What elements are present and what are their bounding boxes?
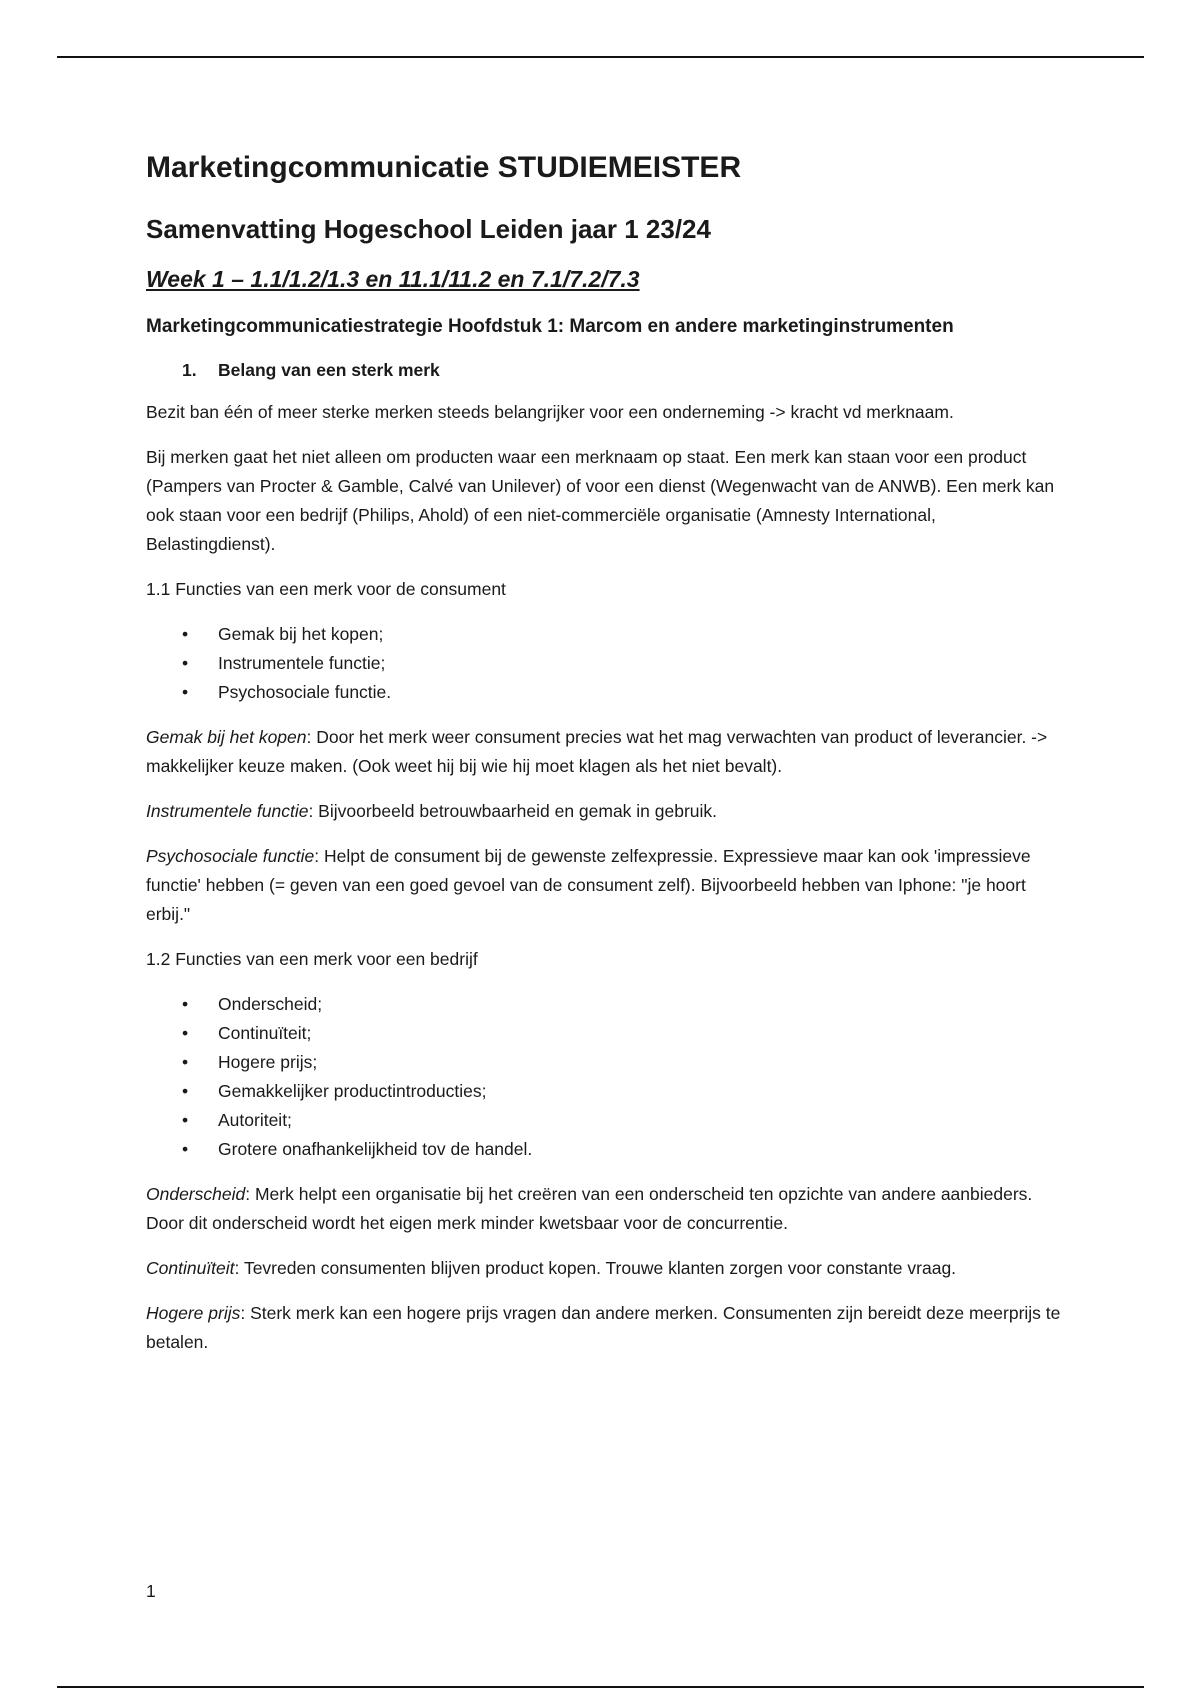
bullet-list-company bbox=[146, 990, 1066, 1164]
bullet-icon: • bbox=[182, 1081, 189, 1101]
footer-rule bbox=[57, 1686, 1144, 1688]
definition-term: Gemak bij het kopen bbox=[146, 727, 307, 747]
bullet-icon: • bbox=[182, 994, 189, 1014]
bullet-icon: • bbox=[182, 1052, 189, 1072]
definition-paragraph: Onderscheid: Merk helpt een organisatie bij het creëren van een onderscheid ten opzichte van andere aanbieders. Door dit onderscheid wordt het eigen merk minder kwetsbaar voor de concurrentie. bbox=[146, 1184, 1033, 1233]
paragraph: Bezit ban één of meer sterke merken steeds belangrijker voor een onderneming -> kracht vd merknaam. bbox=[146, 402, 954, 422]
subsection-heading: 1.1 Functies van een merk voor de consument bbox=[146, 579, 506, 599]
definition-term: Psychosociale functie bbox=[146, 846, 315, 866]
definition-paragraph: Continuïteit: Tevreden consumenten blijven product kopen. Trouwe klanten zorgen voor constante vraag. bbox=[146, 1258, 957, 1278]
section-title: Belang van een sterk merk bbox=[218, 360, 440, 380]
list-item: • Grotere onafhankelijkheid tov de handel. bbox=[182, 1135, 1066, 1164]
definition-term: Onderscheid bbox=[146, 1184, 246, 1204]
chapter-heading: Marketingcommunicatiestrategie Hoofdstuk 1: Marcom en andere marketinginstrumenten bbox=[146, 316, 954, 337]
definition-paragraph: Hogere prijs: Sterk merk kan een hogere prijs vragen dan andere merken. Consumenten zijn bereidt deze meerprijs te betalen. bbox=[146, 1303, 1061, 1352]
list-item: • Gemak bij het kopen; bbox=[182, 620, 1066, 649]
list-item: • Psychosociale functie. bbox=[182, 678, 1066, 707]
list-item: • Gemakkelijker productintroducties; bbox=[182, 1077, 1066, 1106]
bullet-icon: • bbox=[182, 682, 189, 702]
paragraph: Bij merken gaat het niet alleen om producten waar een merknaam op staat. Een merk kan staan voor een product (Pampers van Procter & Gamble, Calvé van Unilever) of voor een dienst (Wegenwacht van de ANWB). Een merk kan ook staan voor een bedrijf (Philips, Ahold) of een niet-commerciële organisatie (Amnesty International, Belastingdienst). bbox=[146, 447, 1055, 554]
list-item: • Hogere prijs; bbox=[182, 1048, 1066, 1077]
document-page bbox=[146, 146, 1066, 1373]
definition-term: Continuïteit bbox=[146, 1258, 235, 1278]
list-item: • Autoriteit; bbox=[182, 1106, 1066, 1135]
list-item: • Continuïteit; bbox=[182, 1019, 1066, 1048]
document-subtitle: Samenvatting Hogeschool Leiden jaar 1 23/24 bbox=[146, 214, 711, 244]
definition-term: Hogere prijs bbox=[146, 1303, 241, 1323]
bullet-list-consumer bbox=[146, 620, 1066, 707]
bullet-icon: • bbox=[182, 624, 189, 644]
bullet-icon: • bbox=[182, 1110, 189, 1130]
list-item: • Instrumentele functie; bbox=[182, 649, 1066, 678]
definition-paragraph: Psychosociale functie: Helpt de consument bij de gewenste zelfexpressie. Expressieve maar kan ook 'impressieve functie' hebben (= geven van een goed gevoel van de consument zelf). Bijvoorbeeld hebben van Iphone: "je hoort erbij." bbox=[146, 846, 1031, 924]
week-heading: Week 1 – 1.1/1.2/1.3 en 11.1/11.2 en 7.1/7.2/7.3 bbox=[146, 266, 640, 292]
subsection-heading: 1.2 Functies van een merk voor een bedrijf bbox=[146, 949, 478, 969]
definition-paragraph: Instrumentele functie: Bijvoorbeeld betrouwbaarheid en gemak in gebruik. bbox=[146, 801, 718, 821]
document-title: Marketingcommunicatie STUDIEMEISTER bbox=[146, 151, 742, 184]
bullet-icon: • bbox=[182, 1023, 189, 1043]
bullet-icon: • bbox=[182, 1139, 189, 1159]
definition-paragraph: Gemak bij het kopen: Door het merk weer consument precies wat het mag verwachten van product of leverancier. -> makkelijker keuze maken. (Ook weet hij bij wie hij moet klagen als het niet bevalt). bbox=[146, 727, 1048, 776]
section-heading bbox=[146, 356, 1066, 384]
definition-term: Instrumentele functie bbox=[146, 801, 309, 821]
bullet-icon: • bbox=[182, 653, 189, 673]
section-number: 1. bbox=[182, 360, 197, 380]
header-rule bbox=[57, 56, 1144, 58]
list-item: • Onderscheid; bbox=[182, 990, 1066, 1019]
page-number: 1 bbox=[146, 1581, 156, 1601]
